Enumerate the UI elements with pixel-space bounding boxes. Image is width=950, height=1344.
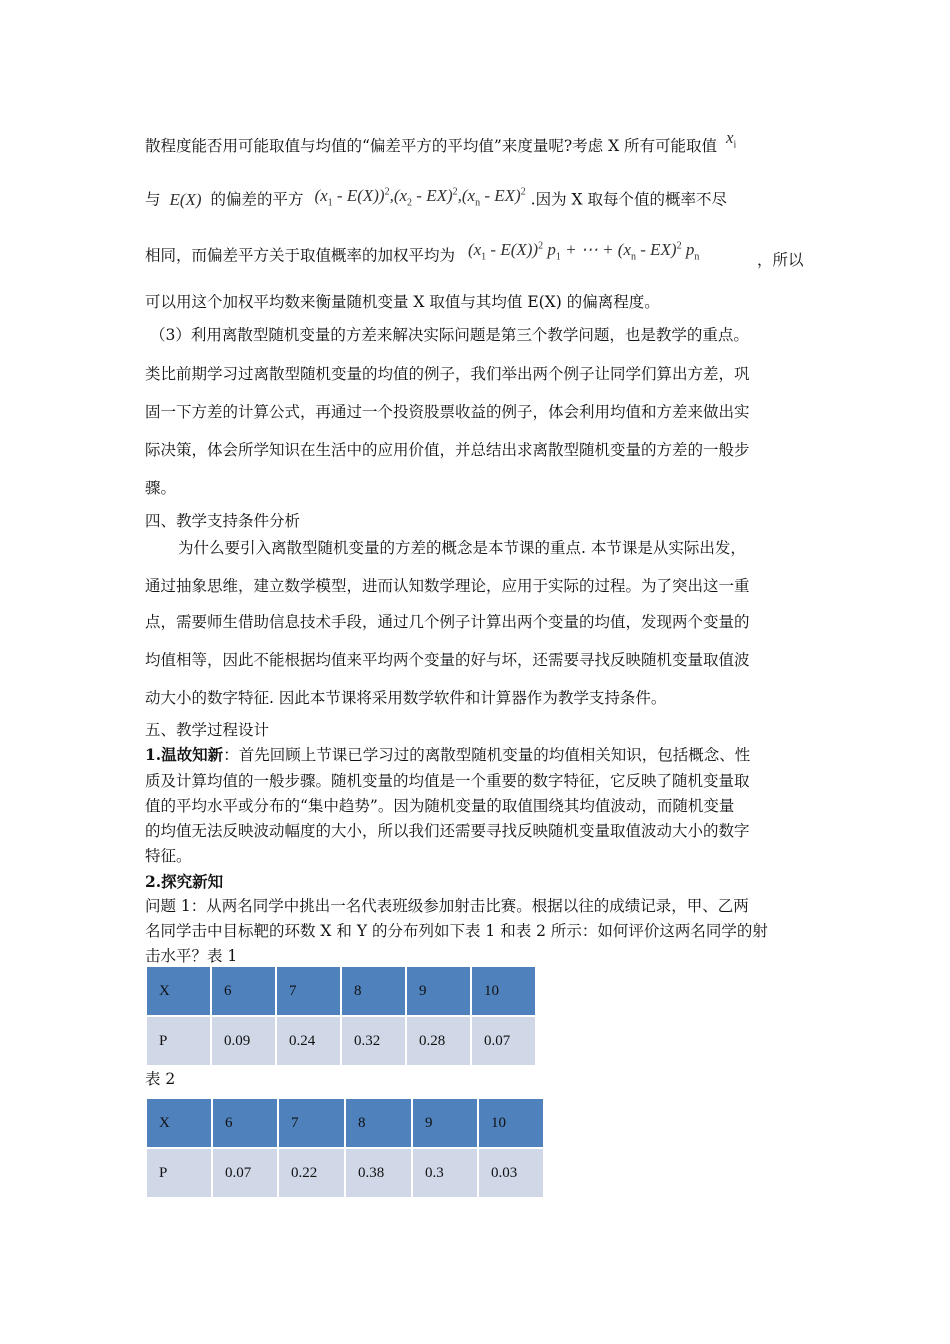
section5-p1-line1: 1.温故知新：首先回顾上节课已学习过的离散型随机变量的均值相关知识，包括概念、性 [145,745,751,764]
explore-heading: 2.探究新知 [145,872,224,891]
section5-heading: 五、教学过程设计 [145,721,270,739]
para1-line4: 可以用这个加权平均数来衡量随机变量 X 取值与其均值 E(X) 的偏离程度。 [145,293,660,311]
table2-cell: 0.22 [278,1148,345,1198]
review-heading: 1.温故知新 [145,745,224,764]
table1-cell: 8 [341,966,406,1016]
question1-line2: 名同学击中目标靶的环数 X 和 Y 的分布列如下表 1 和表 2 所示：如何评价这两名同学的射 [145,922,768,940]
section5-p1-line2: 质及计算均值的一般步骤。随机变量的均值是一个重要的数字特征，它反映了随机变量取 [145,772,750,790]
para1-line3: 相同，而偏差平方关于取值概率的加权平均为 $(x_1 - E(X))^2$ $p_1$ + ⋯ + $(x_n - EX)^2$ $p_n$ ，所以 [145,239,804,269]
table1-cell: P [146,1016,211,1066]
table2-cell: 0.07 [212,1148,278,1198]
table1-cell: 0.07 [471,1016,536,1066]
para2-line3: 固一下方差的计算公式，再通过一个投资股票收益的例子，体会利用均值和方差来做出实 [145,403,750,421]
section5-p1-line4: 的均值无法反映波动幅度的大小，所以我们还需要寻找反映随机变量取值波动大小的数字 [145,822,750,840]
table2-cell: 0.38 [345,1148,412,1198]
math-weighted-average: $(x_1 - E(X))^2$ $p_1$ + ⋯ + $(x_n - EX)^2$ $p_n$ [467,239,700,263]
table1-cell: X [146,966,211,1016]
table1-cell: 9 [406,966,471,1016]
section4-line3: 点，需要师生借助信息技术手段，通过几个例子计算出两个变量的均值，发现两个变量的 [145,613,750,631]
math-ex: E(X) [169,189,202,209]
section5-p1-line3: 值的平均水平或分布的“集中趋势”。因为随机变量的取值围绕其均值波动，而随机变量 [145,797,735,815]
table2-caption: 表 2 [145,1070,176,1088]
table2-cell: 0.3 [412,1148,478,1198]
distribution-table-1 [145,965,537,1067]
table1-cell: 0.28 [406,1016,471,1066]
table1-cell: 0.09 [211,1016,276,1066]
para1-line2: 与 E(X) 的偏差的平方 $(x_1 - E(X))^2,(x_2 - EX)^2,(x_n - EX)^2$ .因为 X 取每个值的概率不尽 [145,185,727,209]
table2-cell: 0.03 [478,1148,544,1198]
para2-line2: 类比前期学习过离散型随机变量的均值的例子，我们举出两个例子让同学们算出方差，巩 [145,365,750,383]
section4-line1: 为什么要引入离散型随机变量的方差的概念是本节课的重点. 本节课是从实际出发， [178,539,746,557]
table2-prob-row [146,1148,544,1198]
table1-cell: 6 [211,966,276,1016]
table2-cell: 8 [345,1098,412,1148]
table1-prob-row [146,1016,536,1066]
table2-cell: 6 [212,1098,278,1148]
distribution-table-2 [145,1097,545,1199]
section4-line4: 均值相等，因此不能根据均值来平均两个变量的好与坏，还需要寻找反映随机变量取值波 [145,651,750,669]
section4-heading: 四、教学支持条件分析 [145,512,301,530]
question1-line3: 击水平？表 1 [145,947,238,965]
para2-line5: 骤。 [145,479,177,497]
table1-header-row [146,966,536,1016]
table1-cell: 0.32 [341,1016,406,1066]
math-deviation-squares: $(x_1 - E(X))^2,(x_2 - EX)^2,(x_n - EX)^2$ [314,185,526,209]
para2-line4: 际决策，体会所学知识在生活中的应用价值，并总结出求离散型随机变量的方差的一般步 [145,441,750,459]
table2-cell: X [146,1098,212,1148]
table2-header-row [146,1098,544,1148]
math-xi: $x_i$ [726,128,737,151]
table2-cell: 10 [478,1098,544,1148]
table2-cell: 9 [412,1098,478,1148]
table1-cell: 7 [276,966,341,1016]
table2-cell: 7 [278,1098,345,1148]
section4-line2: 通过抽象思维，建立数学模型，进而认知数学理论，应用于实际的过程。为了突出这一重 [145,577,750,595]
question1-line1: 问题 1：从两名同学中挑出一名代表班级参加射击比赛。根据以往的成绩记录，甲、乙两 [145,897,749,915]
section4-line5: 动大小的数字特征. 因此本节课将采用数学软件和计算器作为教学支持条件。 [145,689,667,707]
table2-cell: P [146,1148,212,1198]
table1-cell: 0.24 [276,1016,341,1066]
section5-p1-line5: 特征。 [145,847,192,865]
para1-line1: 散程度能否用可能取值与均值的“偏差平方的平均值”来度量呢?考虑 X 所有可能取值 $x_i$ [145,128,737,155]
table1-cell: 10 [471,966,536,1016]
para2-line1: （3）利用离散型随机变量的方差来解决实际问题是第三个教学问题，也是教学的重点。 [150,326,749,344]
